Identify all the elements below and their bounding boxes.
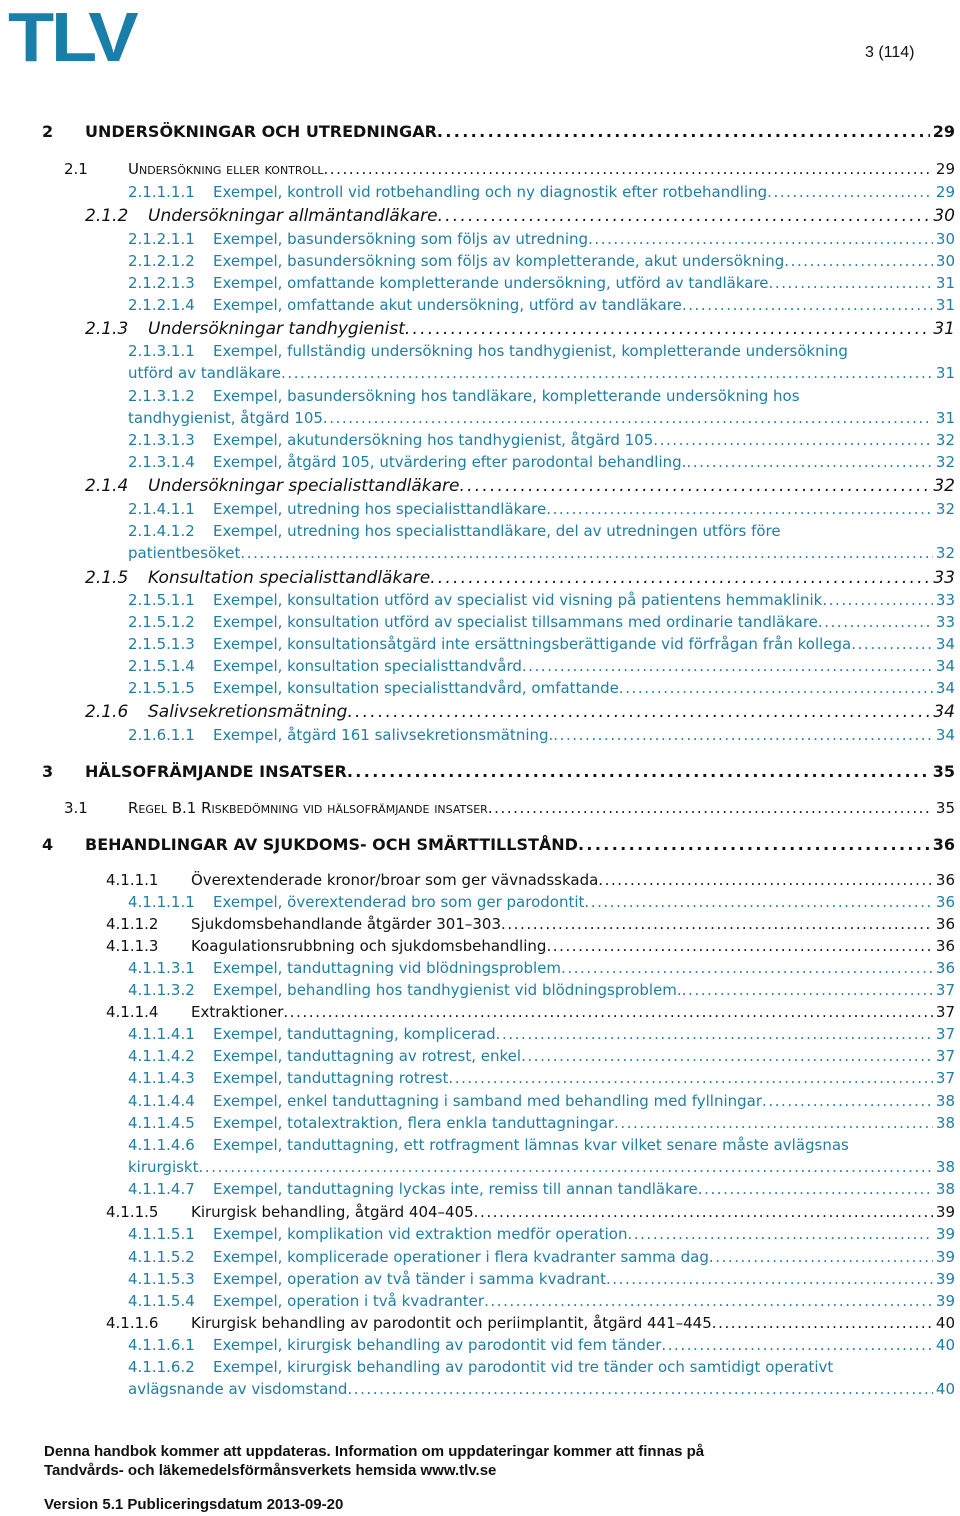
toc-entry-title: Exempel, totalextraktion, flera enkla tanduttagningar [213,1114,615,1132]
toc-entry-page: 36 [935,937,955,955]
toc-entry-title: Exempel, fullständig undersökning hos tandhygienist, kompletterande undersökning [213,342,848,360]
footer-version: Version 5.1 Publiceringsdatum 2013-09-20 [44,1496,344,1513]
toc-entry-title: Kirurgisk behandling av parodontit och periimplantit, åtgärd 441–445 [191,1314,712,1332]
toc-entry[interactable] [128,453,955,471]
dot-leader [438,206,931,226]
toc-entry-title: Exempel, tanduttagning lyckas inte, remiss till annan tandläkare [213,1180,698,1198]
dot-leader [588,230,933,248]
toc-entry-number: 2.1.5 [85,568,129,588]
toc-entry-title: Undersökningar tandhygienist [148,319,405,339]
toc-entry-page: 37 [935,1047,955,1065]
toc-entry-number: 4.1.1.4.4 [128,1092,195,1110]
toc-entry-number: 2.1.3 [85,319,129,339]
dot-leader [484,1292,933,1310]
toc-entry-page: 36 [935,915,955,933]
toc-entry-number: 3 [42,762,54,781]
toc-entry-page: 34 [935,657,955,675]
toc-entry-title: Kirurgisk behandling, åtgärd 404–405 [191,1203,474,1221]
toc-entry-number: 2.1.4 [85,476,129,496]
toc-entry[interactable] [85,476,955,496]
toc-entry-page: 29 [935,183,955,201]
dot-leader [818,613,933,631]
toc-entry-title: Exempel, komplicerade operationer i flera kvadranter samma dag [213,1248,709,1266]
toc-entry-title: Exempel, konsultation specialisttandvård [213,657,522,675]
dot-leader [767,183,933,201]
toc-entry-number: 2.1.3.1.1 [128,342,195,360]
dot-leader [347,762,930,781]
dot-leader [627,1225,932,1243]
toc-entry-number: 4.1.1.4.2 [128,1047,195,1065]
dot-leader [584,893,933,911]
toc-entry-title: Exempel, konsultation utförd av specialist tillsammans med ordinarie tandläkare [213,613,818,631]
toc-entry[interactable] [128,613,955,631]
toc-entry-number: 4.1.1.5 [106,1203,159,1221]
toc-entry-number: 2.1.5.1.2 [128,613,195,631]
toc-entry[interactable] [42,122,955,141]
toc-entry-number: 2.1.2.1.3 [128,274,195,292]
toc-entry[interactable] [106,871,955,889]
toc-entry-title: Exempel, basundersökning hos tandläkare, kompletterande undersökning hos [213,387,800,405]
toc-entry-number: 4.1.1.4.6 [128,1136,195,1154]
dot-leader [546,937,932,955]
toc-entry[interactable] [128,1336,955,1354]
toc-entry-number: 3.1 [64,799,88,817]
toc-entry-page: 38 [935,1114,955,1132]
toc-entry-title: Exempel, operation av två tänder i samma kvadrant [213,1270,606,1288]
toc-entry-title: kirurgiskt [128,1158,199,1176]
toc-entry-number: 2.1.2.1.4 [128,296,195,314]
toc-entry-page: 32 [935,544,955,562]
toc-entry-title: Exempel, kirurgisk behandling av parodontit vid tre tänder och samtidigt operativt [213,1358,834,1376]
toc-entry[interactable] [128,1358,955,1398]
toc-entry-title: utförd av tandläkare [128,364,282,382]
toc-entry-title: Exempel, behandling hos tandhygienist vid blödningsproblem. [213,981,682,999]
toc-entry-title: Exempel, tanduttagning, komplicerad [213,1025,496,1043]
dot-leader [474,1203,933,1221]
toc-entry-number: 4.1.1.3.2 [128,981,195,999]
toc-entry-title: tandhygienist, åtgärd 105 [128,409,323,427]
dot-leader [822,591,933,609]
toc-entry-number: 4.1.1.2 [106,915,159,933]
toc-entry[interactable] [85,568,955,588]
dot-leader [347,1380,932,1398]
toc-entry-title: Exempel, komplikation vid extraktion medför operation [213,1225,628,1243]
toc-entry-page: 38 [935,1092,955,1110]
dot-leader [682,981,933,999]
toc-entry[interactable] [128,1270,955,1288]
toc-entry[interactable] [85,319,955,339]
tlv-logo: TLV [8,0,136,76]
toc-entry-page: 39 [935,1203,955,1221]
toc-entry-page: 33 [935,591,955,609]
toc-entry-title: Exempel, åtgärd 105, utvärdering efter parodontal behandling. [213,453,687,471]
toc-entry[interactable] [128,1114,955,1132]
toc-entry-page: 39 [935,1225,955,1243]
toc-entry-page: 40 [935,1380,955,1398]
toc-entry-number: 2.1.3.1.2 [128,387,195,405]
toc-entry-number: 2.1.5.1.4 [128,657,195,675]
toc-entry-title: Sjukdomsbehandlande åtgärder 301–303 [191,915,502,933]
dot-leader [682,296,933,314]
toc-entry-number: 2.1.5.1.1 [128,591,195,609]
toc-entry-number: 2.1.1.1.1 [128,183,195,201]
toc-entry-title: Extraktioner [191,1003,284,1021]
toc-entry-title: Exempel, konsultationsåtgärd inte ersättningsberättigande vid förfrågan från kollega [213,635,852,653]
dot-leader [614,1114,933,1132]
toc-entry-page: 33 [935,613,955,631]
toc-entry-title: Exempel, operation i två kvadranter [213,1292,485,1310]
toc-entry-page: 35 [935,799,955,817]
dot-leader [430,568,930,588]
toc-entry-title: Exempel, utredning hos specialisttandläkare [213,500,547,518]
toc-entry-number: 2.1.6 [85,702,129,722]
dot-leader [522,657,933,675]
toc-entry-page: 32 [933,476,955,496]
toc-entry[interactable] [128,500,955,518]
toc-entry-title: Exempel, kontroll vid rotbehandling och ny diagnostik efter rotbehandling [213,183,768,201]
toc-entry[interactable] [128,635,955,653]
toc-entry-number: 4.1.1.6.2 [128,1358,195,1376]
toc-entry[interactable] [128,252,955,270]
toc-entry-title: Exempel, kirurgisk behandling av parodontit vid fem tänder [213,1336,662,1354]
toc-entry-page: 36 [935,871,955,889]
toc-entry[interactable] [128,1248,955,1266]
dot-leader [501,915,933,933]
toc-entry-title: HÄLSOFRÄMJANDE INSATSER [85,762,347,781]
toc-entry[interactable] [64,160,955,178]
toc-entry-number: 4.1.1.4.3 [128,1069,195,1087]
dot-leader [769,274,933,292]
toc-entry[interactable] [128,431,955,449]
dot-leader [240,544,933,562]
toc-entry-number: 2.1.3.1.4 [128,453,195,471]
toc-entry-number: 4.1.1.4.1 [128,1025,195,1043]
toc-entry-page: 37 [935,981,955,999]
toc-entry[interactable] [128,183,955,201]
toc-entry-page: 31 [933,319,955,339]
toc-entry-title: Exempel, enkel tanduttagning i samband med behandling med fyllningar [213,1092,763,1110]
toc-entry-title: BEHANDLINGAR AV SJUKDOMS- OCH SMÄRTTILLSTÅND [85,835,578,854]
toc-entry[interactable] [42,762,955,781]
toc-entry-title: Exempel, tanduttagning rotrest [213,1069,449,1087]
dot-leader [553,726,933,744]
toc-entry-number: 4.1.1.4 [106,1003,159,1021]
toc-entry-number: 2.1.2.1.2 [128,252,195,270]
toc-entry[interactable] [85,702,955,722]
toc-entry[interactable] [128,981,955,999]
toc-entry[interactable] [106,937,955,955]
toc-entry[interactable] [128,591,955,609]
toc-entry-page: 34 [933,702,955,722]
toc-entry-title: Exempel, tanduttagning vid blödningsproblem [213,959,562,977]
toc-entry-title: UNDERSÖKNINGAR OCH UTREDNINGAR [85,122,437,141]
toc-entry-number: 2.1.2.1.1 [128,230,195,248]
toc-entry-number: 4.1.1.6.1 [128,1336,195,1354]
dot-leader [488,799,933,817]
toc-entry-page: 31 [935,296,955,314]
toc-entry-page: 40 [935,1336,955,1354]
toc-entry-number: 4.1.1.5.2 [128,1248,195,1266]
toc-entry-title: Exempel, konsultation specialisttandvård, omfattande [213,679,619,697]
toc-entry-page: 30 [935,252,955,270]
toc-entry-number: 4.1.1.5.3 [128,1270,195,1288]
toc-entry-title: Exempel, basundersökning som följs av kompletterande, akut undersökning [213,252,785,270]
toc-entry-number: 4.1.1.5.4 [128,1292,195,1310]
toc-entry-page: 39 [935,1292,955,1310]
toc-entry-number: 4.1.1.5.1 [128,1225,195,1243]
dot-leader [323,160,932,178]
toc-entry-title: Exempel, åtgärd 161 salivsekretionsmätning. [213,726,554,744]
toc-entry-title: Exempel, överextenderad bro som ger parodontit [213,893,585,911]
toc-entry[interactable] [128,274,955,292]
toc-entry-title: Konsultation specialisttandläkare [148,568,431,588]
toc-entry[interactable] [128,230,955,248]
toc-entry[interactable] [128,657,955,675]
toc-entry-page: 36 [935,959,955,977]
toc-entry-page: 40 [935,1314,955,1332]
toc-entry[interactable] [64,799,955,817]
page-number: 3 (114) [865,44,915,61]
toc-entry-number: 4.1.1.1.1 [128,893,195,911]
toc-entry-number: 2.1.5.1.3 [128,635,195,653]
toc-entry-page: 34 [935,726,955,744]
toc-entry-page: 32 [935,431,955,449]
toc-entry-number: 4.1.1.6 [106,1314,159,1332]
toc-entry[interactable] [106,1003,955,1021]
dot-leader [686,453,932,471]
toc-entry-number: 4 [42,835,54,854]
toc-entry-title: patientbesöket [128,544,241,562]
dot-leader [762,1092,933,1110]
toc-entry-page: 37 [935,1003,955,1021]
toc-entry-number: 2 [42,122,54,141]
toc-entry[interactable] [85,206,955,226]
footer-note-line2: Tandvårds- och läkemedelsförmånsverkets hemsida www.tlv.se [44,1462,497,1479]
dot-leader [851,635,933,653]
toc-entry-number: 2.1.5.1.5 [128,679,195,697]
toc-entry[interactable] [128,959,955,977]
dot-leader [578,835,930,854]
toc-entry-page: 33 [933,568,955,588]
toc-entry-title: Undersökningar specialisttandläkare [148,476,460,496]
toc-entry-title: Regel B.1 Riskbedömning vid hälsofrämjande insatser [128,799,488,817]
dot-leader [661,1336,933,1354]
toc-entry[interactable] [128,1025,955,1043]
dot-leader [281,364,933,382]
dot-leader [709,1248,933,1266]
toc-entry-title: Exempel, tanduttagning, ett rotfragment lämnas kvar vilket senare måste avlägsnas [213,1136,849,1154]
toc-entry-title: Exempel, omfattande kompletterande undersökning, utförd av tandläkare [213,274,769,292]
toc-entry-page: 29 [935,160,955,178]
toc-entry-page: 31 [935,274,955,292]
toc-entry-title: Exempel, utredning hos specialisttandläkare, del av utredningen utförs före [213,522,781,540]
toc-entry-number: 4.1.1.4.7 [128,1180,195,1198]
dot-leader [521,1047,933,1065]
dot-leader [323,409,933,427]
dot-leader [546,500,933,518]
toc-entry[interactable] [128,893,955,911]
toc-entry-page: 38 [935,1158,955,1176]
toc-entry-page: 36 [935,893,955,911]
dot-leader [405,319,930,339]
dot-leader [784,252,933,270]
dot-leader [448,1069,933,1087]
toc-entry-number: 4.1.1.3 [106,937,159,955]
toc-entry-title: avlägsnande av visdomstand [128,1380,348,1398]
toc-entry-number: 4.1.1.1 [106,871,159,889]
toc-entry-page: 39 [935,1270,955,1288]
toc-entry[interactable] [106,915,955,933]
toc-entry-title: Salivsekretionsmätning [148,702,348,722]
toc-entry-page: 31 [935,364,955,382]
toc-entry[interactable] [128,1292,955,1310]
toc-entry-title: Exempel, omfattande akut undersökning, utförd av tandläkare [213,296,682,314]
dot-leader [619,679,933,697]
toc-entry[interactable] [128,296,955,314]
toc-entry[interactable] [128,1069,955,1087]
dot-leader [283,1003,932,1021]
toc-entry-title: Exempel, basundersökning som följs av utredning [213,230,589,248]
toc-entry-number: 2.1.4.1.1 [128,500,195,518]
toc-entry-title: Exempel, tanduttagning av rotrest, enkel [213,1047,522,1065]
toc-entry-page: 35 [932,762,955,781]
toc-entry-page: 32 [935,500,955,518]
toc-entry-number: 4.1.1.3.1 [128,959,195,977]
dot-leader [199,1158,933,1176]
toc-entry[interactable] [128,726,955,744]
dot-leader [606,1270,933,1288]
toc-entry[interactable] [128,1180,955,1198]
toc-entry-title: Exempel, akutundersökning hos tandhygienist, åtgärd 105 [213,431,654,449]
dot-leader [561,959,933,977]
toc-entry-page: 36 [932,835,955,854]
toc-entry[interactable] [128,342,955,382]
dot-leader [598,871,933,889]
toc-entry-page: 38 [935,1180,955,1198]
toc-entry[interactable] [128,679,955,697]
dot-leader [347,702,930,722]
toc-entry-page: 34 [935,679,955,697]
dot-leader [437,122,930,141]
toc-entry-page: 34 [935,635,955,653]
footer-note-line1: Denna handbok kommer att uppdateras. Information om uppdateringar kommer att finnas på [44,1443,705,1460]
toc-entry-title: Överextenderade kronor/broar som ger vävnadsskada [191,871,599,889]
toc-entry-title: Undersökning eller kontroll [128,160,324,178]
toc-entry-number: 2.1.2 [85,206,129,226]
toc-entry-page: 29 [932,122,955,141]
toc-entry-number: 2.1.3.1.3 [128,431,195,449]
toc-entry-page: 30 [935,230,955,248]
toc-entry-number: 2.1.6.1.1 [128,726,195,744]
toc-entry-title: Undersökningar allmäntandläkare [148,206,438,226]
toc-entry[interactable] [128,387,955,427]
toc-entry-page: 37 [935,1069,955,1087]
dot-leader [698,1180,933,1198]
dot-leader [653,431,933,449]
toc-entry[interactable] [128,1092,955,1110]
dot-leader [460,476,931,496]
toc-entry[interactable] [128,522,955,562]
toc-entry[interactable] [106,1203,955,1221]
toc-entry-title: Exempel, konsultation utförd av specialist vid visning på patientens hemmaklinik [213,591,823,609]
toc-entry-number: 2.1.4.1.2 [128,522,195,540]
toc-entry-page: 30 [933,206,955,226]
toc-entry[interactable] [128,1225,955,1243]
toc-entry-number: 4.1.1.4.5 [128,1114,195,1132]
toc-entry-page: 39 [935,1248,955,1266]
toc-entry[interactable] [106,1314,955,1332]
dot-leader [496,1025,933,1043]
toc-entry-title: Koagulationsrubbning och sjukdomsbehandling [191,937,547,955]
toc-entry[interactable] [128,1136,955,1176]
toc-entry-page: 31 [935,409,955,427]
toc-entry-number: 2.1 [64,160,88,178]
toc-entry-page: 37 [935,1025,955,1043]
toc-entry-page: 32 [935,453,955,471]
dot-leader [712,1314,933,1332]
toc-entry[interactable] [128,1047,955,1065]
toc-entry[interactable] [42,835,955,854]
